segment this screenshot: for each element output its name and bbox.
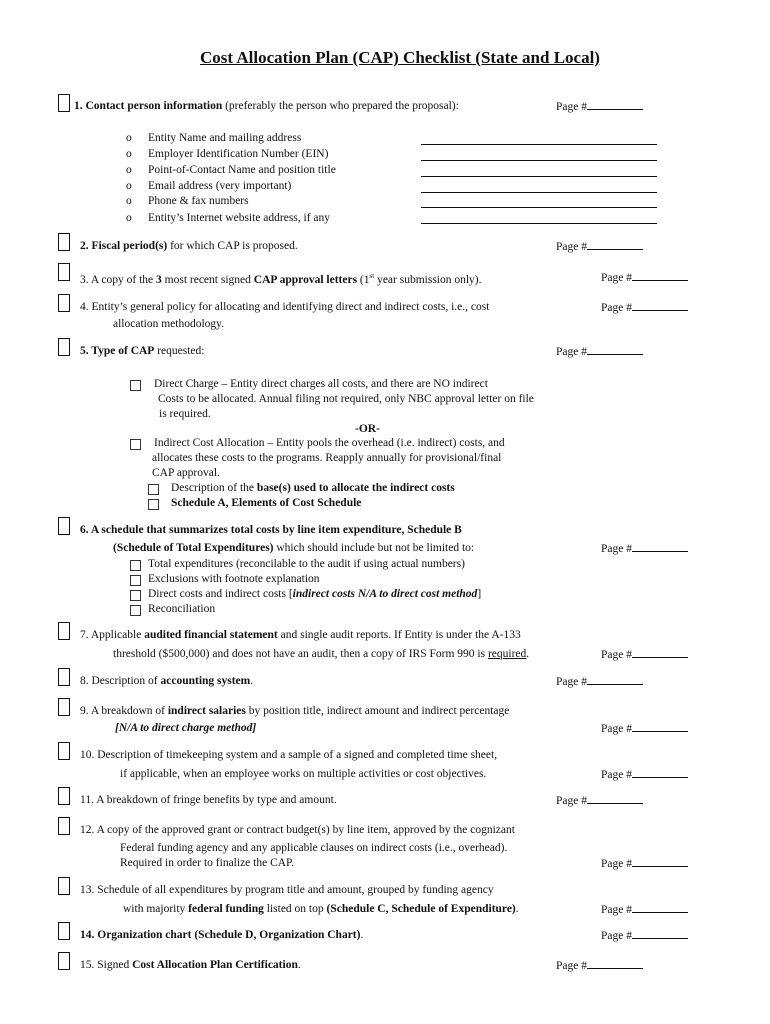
indirect-allocation-text: Indirect Cost Allocation – Entity pools the overhead (i.e. indirect) costs, and bbox=[154, 437, 505, 449]
checkbox-item-15[interactable] bbox=[58, 952, 70, 970]
item-12-line-2: Federal funding agency and any applicable clauses on indirect costs (i.e., overhead). bbox=[120, 842, 508, 854]
item-9-line-2: [N/A to direct charge method] bbox=[115, 722, 257, 734]
page-ref-10[interactable]: Page # bbox=[601, 767, 688, 781]
fill-line[interactable] bbox=[421, 207, 657, 208]
item-10-line-2: if applicable, when an employee works on multiple activities or cost objectives. bbox=[120, 768, 487, 780]
schedule-a-text: Schedule A, Elements of Cost Schedule bbox=[171, 497, 362, 509]
item-3-text: 3. A copy of the 3 most recent signed CAP approval letters (1st year submission only). bbox=[80, 272, 482, 286]
fill-line[interactable] bbox=[421, 176, 657, 177]
indirect-allocation-text: CAP approval. bbox=[152, 467, 220, 479]
item-9-line-1: 9. A breakdown of indirect salaries by position title, indirect amount and indirect percentage bbox=[80, 705, 510, 717]
fill-line[interactable] bbox=[421, 223, 657, 224]
checkbox-item-6[interactable] bbox=[58, 517, 70, 535]
or-separator: -OR- bbox=[355, 423, 380, 435]
sub-checkbox[interactable] bbox=[130, 560, 141, 571]
item-4-line-2: allocation methodology. bbox=[113, 318, 225, 330]
bullet: o bbox=[126, 195, 132, 207]
page-ref-11[interactable]: Page # bbox=[556, 793, 643, 807]
checkbox-item-7[interactable] bbox=[58, 622, 70, 640]
sub-checkbox[interactable] bbox=[130, 605, 141, 616]
item-4-line-1: 4. Entity’s general policy for allocating and identifying direct and indirect costs, i.e., cost bbox=[80, 301, 490, 313]
checkbox-item-13[interactable] bbox=[58, 877, 70, 895]
sub-checkbox[interactable] bbox=[130, 575, 141, 586]
item-6-sub-4: Reconciliation bbox=[148, 603, 216, 615]
item-11-text: 11. A breakdown of fringe benefits by type and amount. bbox=[80, 794, 337, 806]
page-ref-1[interactable]: Page # bbox=[556, 99, 643, 113]
item-6-sub-2: Exclusions with footnote explanation bbox=[148, 573, 320, 585]
item-2-text: 2. Fiscal period(s) for which CAP is proposed. bbox=[80, 240, 298, 252]
item-6-line-2: (Schedule of Total Expenditures) which should include but not be limited to: bbox=[113, 542, 475, 554]
item-15-text: 15. Signed Cost Allocation Plan Certification. bbox=[80, 959, 301, 971]
item-8-text: 8. Description of accounting system. bbox=[80, 675, 254, 687]
contact-sublist-item: Employer Identification Number (EIN) bbox=[148, 148, 329, 160]
checkbox-item-12[interactable] bbox=[58, 817, 70, 835]
contact-sublist-item: Entity Name and mailing address bbox=[148, 132, 302, 144]
page-ref-8[interactable]: Page # bbox=[556, 674, 643, 688]
item-12-line-3: Required in order to finalize the CAP. bbox=[120, 857, 295, 869]
fill-line[interactable] bbox=[421, 192, 657, 193]
schedule-a-checkbox[interactable] bbox=[148, 499, 159, 510]
checkbox-item-1[interactable] bbox=[58, 94, 70, 112]
direct-charge-text: is required. bbox=[159, 408, 211, 420]
base-description-text: Description of the base(s) used to allocate the indirect costs bbox=[171, 482, 455, 494]
item-10-line-1: 10. Description of timekeeping system and a sample of a signed and completed time sheet, bbox=[80, 749, 498, 761]
contact-sublist-item: Phone & fax numbers bbox=[148, 195, 249, 207]
checkbox-item-11[interactable] bbox=[58, 787, 70, 805]
bullet: o bbox=[126, 132, 132, 144]
checkbox-item-2[interactable] bbox=[58, 233, 70, 251]
item-13-line-2: with majority federal funding listed on top (Schedule C, Schedule of Expenditure). bbox=[123, 903, 519, 915]
contact-sublist-item: Email address (very important) bbox=[148, 180, 292, 192]
item-13-line-1: 13. Schedule of all expenditures by program title and amount, grouped by funding agency bbox=[80, 884, 494, 896]
contact-sublist-item: Entity’s Internet website address, if any bbox=[148, 212, 331, 224]
direct-charge-checkbox[interactable] bbox=[130, 380, 141, 391]
item-5-text: 5. Type of CAP requested: bbox=[80, 345, 205, 357]
base-description-checkbox[interactable] bbox=[148, 484, 159, 495]
checkbox-item-8[interactable] bbox=[58, 668, 70, 686]
checkbox-item-9[interactable] bbox=[58, 698, 70, 716]
checkbox-item-5[interactable] bbox=[58, 338, 70, 356]
page-ref-15[interactable]: Page # bbox=[556, 958, 643, 972]
page-ref-6[interactable]: Page # bbox=[601, 541, 688, 555]
page-ref-7[interactable]: Page # bbox=[601, 647, 688, 661]
page-title: Cost Allocation Plan (CAP) Checklist (State and Local) bbox=[200, 48, 600, 67]
direct-charge-text: Costs to be allocated. Annual filing not required, only NBC approval letter on file bbox=[158, 393, 534, 405]
item-6-sub-3: Direct costs and indirect costs [indirect costs N/A to direct cost method] bbox=[148, 588, 482, 600]
page-ref-13[interactable]: Page # bbox=[601, 902, 688, 916]
page-ref-5[interactable]: Page # bbox=[556, 344, 643, 358]
item-6-line-1: 6. A schedule that summarizes total costs by line item expenditure, Schedule B bbox=[80, 524, 462, 536]
sub-checkbox[interactable] bbox=[130, 590, 141, 601]
direct-charge-text: Direct Charge – Entity direct charges all costs, and there are NO indirect bbox=[154, 378, 488, 390]
indirect-allocation-text: allocates these costs to the programs. Reapply annually for provisional/final bbox=[152, 452, 502, 464]
page-ref-3[interactable]: Page # bbox=[601, 270, 688, 284]
item-12-line-1: 12. A copy of the approved grant or contract budget(s) by line item, approved by the cognizant bbox=[80, 824, 515, 836]
item-7-line-1: 7. Applicable audited financial statement and single audit reports. If Entity is under the A-133 bbox=[80, 629, 521, 641]
page-ref-2[interactable]: Page # bbox=[556, 239, 643, 253]
page-ref-4[interactable]: Page # bbox=[601, 300, 688, 314]
bullet: o bbox=[126, 180, 132, 192]
item-7-line-2: threshold ($500,000) and does not have an audit, then a copy of IRS Form 990 is required. bbox=[113, 648, 530, 660]
contact-sublist-item: Point-of-Contact Name and position title bbox=[148, 164, 336, 176]
checkbox-item-4[interactable] bbox=[58, 294, 70, 312]
bullet: o bbox=[126, 164, 132, 176]
page-ref-9[interactable]: Page # bbox=[601, 721, 688, 735]
bullet: o bbox=[126, 148, 132, 160]
fill-line[interactable] bbox=[421, 144, 657, 145]
checkbox-item-3[interactable] bbox=[58, 263, 70, 281]
bullet: o bbox=[126, 212, 132, 224]
item-6-sub-1: Total expenditures (reconcilable to the audit if using actual numbers) bbox=[148, 558, 465, 570]
item-1-text: 1. Contact person information (preferably the person who prepared the proposal): bbox=[74, 100, 459, 112]
indirect-allocation-checkbox[interactable] bbox=[130, 439, 141, 450]
item-14-text: 14. Organization chart (Schedule D, Organization Chart). bbox=[80, 929, 364, 941]
fill-line[interactable] bbox=[421, 160, 657, 161]
page-ref-12[interactable]: Page # bbox=[601, 856, 688, 870]
checkbox-item-10[interactable] bbox=[58, 742, 70, 760]
checkbox-item-14[interactable] bbox=[58, 922, 70, 940]
page-ref-14[interactable]: Page # bbox=[601, 928, 688, 942]
